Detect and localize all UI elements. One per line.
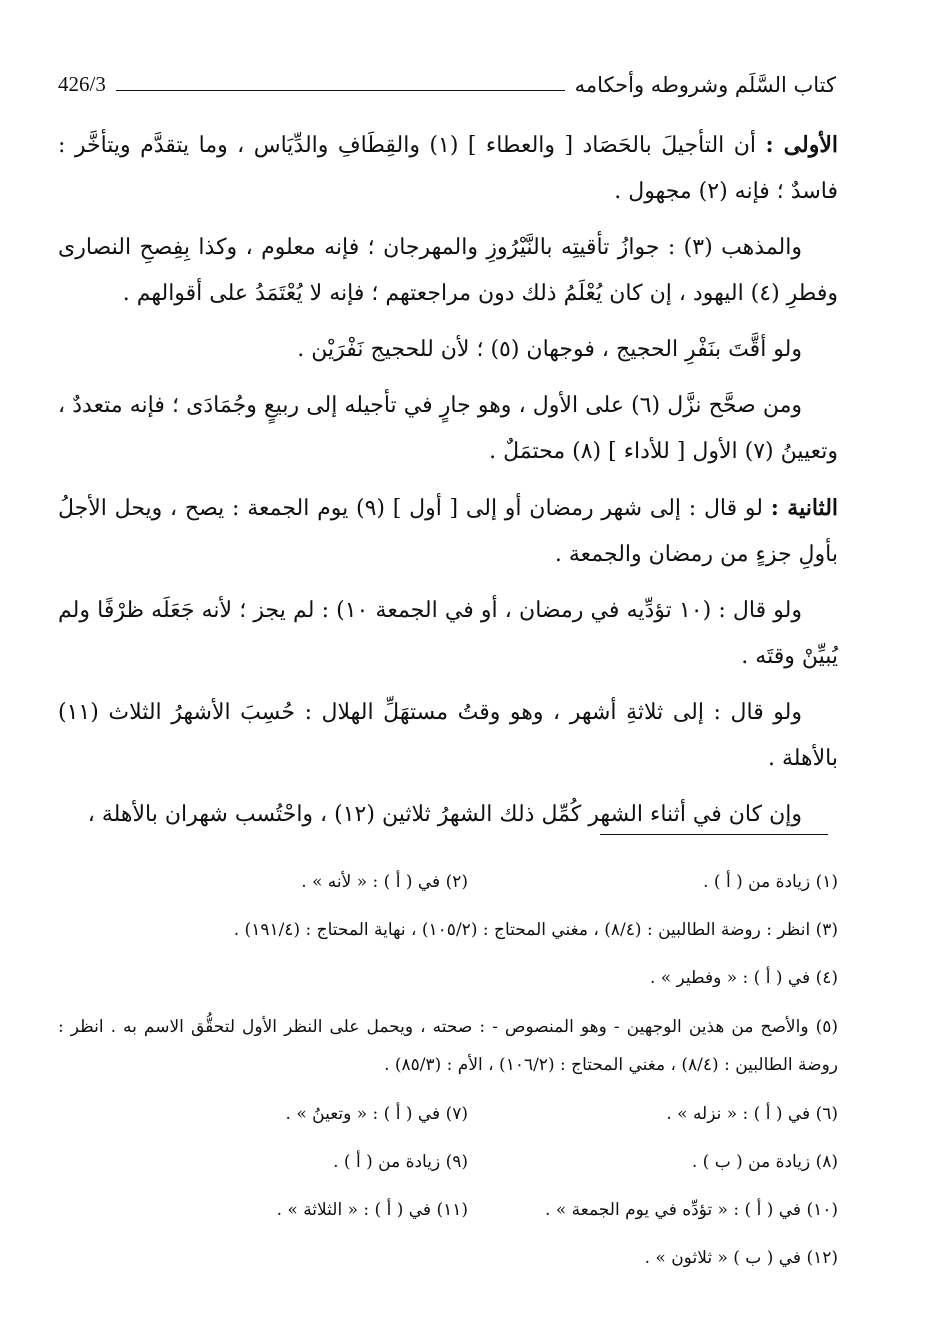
footnote: (١٢) في ( ب ) « ثلاثون » . <box>644 1248 838 1268</box>
paragraph-lead: الثانية : <box>770 495 839 521</box>
paragraph-text: ومن صحَّح نزَّل (٦) على الأول ، وهو جارٍ في تأجيله إلى ربيعٍ وجُمَادَى ؛ فإنه متعددٌ ، وتعيينُ (٧) الأول [ للأداء ] (٨) محتمَلٌ . <box>58 393 838 464</box>
footnote: (١١) في ( أ ) : « الثلاثة » . <box>276 1200 468 1220</box>
paragraph-text: ولو أقَّتَ بنَفْرِ الحجيج ، فوجهان (٥) ؛ لأن للحجيج نَفْرَيْن . <box>297 337 802 362</box>
footnote-row <box>58 1090 838 1138</box>
footnote: (١) زيادة من ( أ ) . <box>703 872 838 892</box>
paragraph <box>58 792 838 838</box>
paragraph <box>58 225 838 317</box>
footnote: (٢) في ( أ ) : « لأنه » . <box>301 872 468 892</box>
paragraph-text: ولو قال : (١٠ تؤدِّيه في رمضان ، أو في الجمعة ١٠) : لم يجز ؛ لأنه جَعَلَه ظرْفًا ولم يُبيِّنْ وقتَه . <box>58 598 838 669</box>
paragraph <box>58 327 838 373</box>
footnote: (٦) في ( أ ) : « نزله » . <box>666 1104 838 1124</box>
footnote-row <box>58 1138 838 1186</box>
footnote: (٣) انظر : روضة الطالبين : (٨/٤) ، مغني المحتاج : (١٠٥/٢) ، نهاية المحتاج : (١٩١/٤) . <box>233 920 838 940</box>
footnote-row <box>58 1186 838 1234</box>
main-text <box>58 122 838 848</box>
paragraph <box>58 122 838 215</box>
paragraph <box>58 690 838 782</box>
footnotes <box>58 858 838 1282</box>
footnote-separator <box>600 834 828 835</box>
paragraph-text: لو قال : إلى شهر رمضان أو إلى [ أول ] (٩) يوم الجمعة : يصح ، ويحل الأجلُ بأولِ جزءٍ من رمضان والجمعة . <box>58 496 838 567</box>
header-rule <box>116 90 565 91</box>
footnote: (٨) زيادة من ( ب ) . <box>691 1152 838 1172</box>
paragraph-text: ولو قال : إلى ثلاثةِ أشهر ، وهو وقتُ مستهَلِّ الهلال : حُسِبَ الأشهرُ الثلاث (١١) بالأهلة . <box>58 700 838 771</box>
footnote: (٩) زيادة من ( أ ) . <box>333 1152 468 1172</box>
paragraph <box>58 588 838 680</box>
footnote: (٧) في ( أ ) : « وتعينُ » . <box>285 1104 468 1124</box>
footnote: (١٠) في ( أ ) : « تؤدِّه في يوم الجمعة » . <box>545 1200 838 1220</box>
paragraph-text: وإن كان في أثناء الشهر كُمِّل ذلك الشهرُ ثلاثين (١٢) ، واحْتُسب شهران بالأهلة ، <box>87 802 802 827</box>
page-number: 426/3 <box>58 72 106 96</box>
running-header <box>58 72 836 97</box>
paragraph-text: أن التأجيلَ بالحَصَاد [ والعطاء ] (١) والقِطَافِ والدِّيَاس ، وما يتقدَّم ويتأخَّر : فاسدٌ ؛ فإنه (٢) مجهول . <box>58 133 838 204</box>
paragraph-lead: الأولى : <box>765 132 839 158</box>
paragraph-text: والمذهب (٣) : جوازُ تأقيتِه بالنَّيْرُوزِ والمهرجان ؛ فإنه معلوم ، وكذا بِفِصحِ النصارى وفطرِ (٤) اليهود ، إن كان يُعْلَمُ ذلك دون مراجعتهم ؛ فإنه لا يُعْتَمَدُ على أقوالهم . <box>58 235 838 306</box>
paragraph <box>58 383 838 475</box>
footnote: (٥) والأصح من هذين الوجهين - وهو المنصوص - : صحته ، ويحمل على النظر الأول لتحقُّق الاسم به . انظر : روضة الطالبين : (٨/٤) ، مغني المحتاج : (١٠٦/٢) ، الأم : (٨٥/٣) . <box>58 1017 838 1075</box>
footnote: (٤) في ( أ ) : « وفطير » . <box>649 968 838 988</box>
paragraph <box>58 485 838 578</box>
footnote-row <box>58 858 838 906</box>
book-title: كتاب السَّلَم وشروطه وأحكامه <box>574 72 836 97</box>
